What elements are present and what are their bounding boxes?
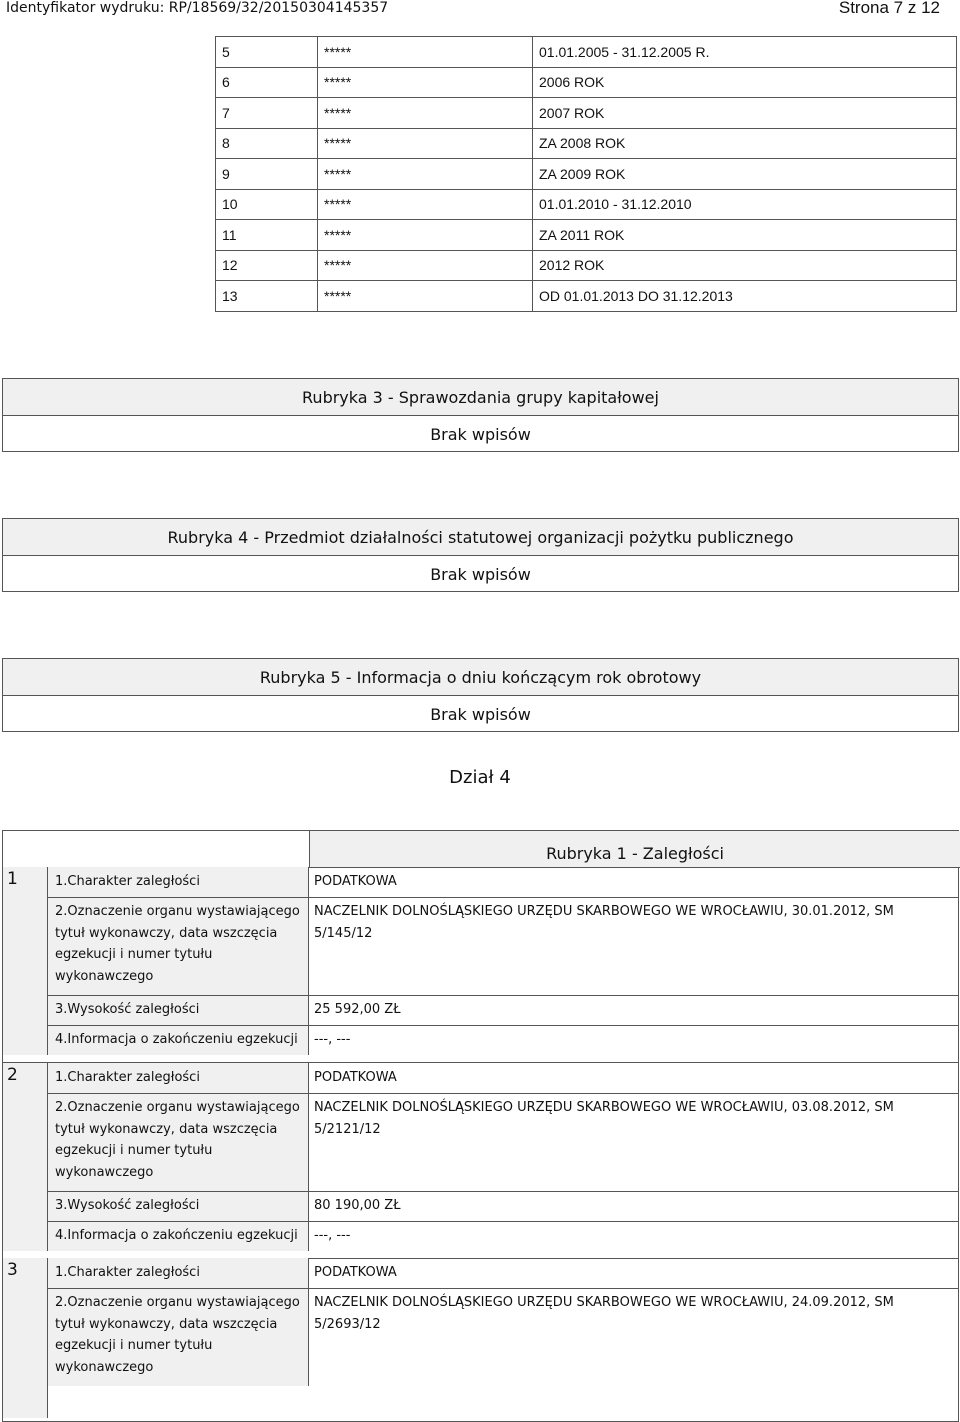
rubryka-5-title: Rubryka 5 - Informacja o dniu kończącym rok obrotowy: [3, 659, 958, 696]
field-label: 2.Oznaczenie organu wystawiającego tytuł wykonawczy, data wszczęcia egzekucji i numer tytułu wykonawczego: [48, 897, 309, 995]
cell-period: 01.01.2005 - 31.12.2005 R.: [533, 37, 957, 68]
entry-number-cell: [3, 1258, 48, 1418]
zaleglosc-entry: [3, 1063, 958, 1251]
row-divider: [48, 897, 958, 898]
entry-number: 2: [7, 1065, 18, 1085]
cell-mask: *****: [318, 189, 533, 220]
cell-mask: *****: [318, 159, 533, 190]
field-value-informacja: ---, ---: [314, 1228, 351, 1243]
field-value-organ: NACZELNIK DOLNOŚLĄSKIEGO URZĘDU SKARBOWEGO WE WROCŁAWIU, 24.09.2012, SM 5/2693/12: [314, 1295, 894, 1332]
table-row: [216, 281, 957, 312]
page-number: Strona 7 z 12: [838, 0, 940, 17]
field-label: 3.Wysokość zaległości: [48, 995, 309, 1025]
table-row: [216, 189, 957, 220]
cell-nr: 7: [216, 98, 318, 129]
cell-nr: 13: [216, 281, 318, 312]
field-value-organ: NACZELNIK DOLNOŚLĄSKIEGO URZĘDU SKARBOWEGO WE WROCŁAWIU, 03.08.2012, SM 5/2121/12: [314, 1100, 894, 1137]
field-value-wysokosc: 80 190,00 ZŁ: [314, 1198, 401, 1213]
cell-period: 2006 ROK: [533, 67, 957, 98]
entry-number-cell: [3, 867, 48, 1055]
cell-mask: *****: [318, 98, 533, 129]
cell-period: ZA 2011 ROK: [533, 220, 957, 251]
field-value-charakter: PODATKOWA: [314, 874, 397, 889]
cell-period: 2007 ROK: [533, 98, 957, 129]
field-label: 4.Informacja o zakończeniu egzekucji: [48, 1221, 309, 1251]
table-row: [216, 98, 957, 129]
table-row: [216, 250, 957, 281]
cell-period: 01.01.2010 - 31.12.2010: [533, 189, 957, 220]
entry-number: 1: [7, 869, 18, 889]
cell-mask: *****: [318, 128, 533, 159]
rubryka-4-box: [2, 518, 959, 592]
row-divider: [48, 1288, 958, 1289]
cell-nr: 9: [216, 159, 318, 190]
cell-period: 2012 ROK: [533, 250, 957, 281]
rubryka-5-box: [2, 658, 959, 732]
field-label: 2.Oznaczenie organu wystawiającego tytuł wykonawczy, data wszczęcia egzekucji i numer tytułu wykonawczego: [48, 1093, 309, 1191]
reports-table: [215, 36, 957, 312]
cell-mask: *****: [318, 37, 533, 68]
cell-nr: 8: [216, 128, 318, 159]
row-divider: [48, 995, 958, 996]
table-row: [216, 128, 957, 159]
cell-nr: 11: [216, 220, 318, 251]
field-label: 3.Wysokość zaległości: [48, 1191, 309, 1221]
cell-mask: *****: [318, 67, 533, 98]
rubryka-3-title: Rubryka 3 - Sprawozdania grupy kapitałowej: [3, 379, 958, 416]
table-row: [216, 220, 957, 251]
cell-nr: 10: [216, 189, 318, 220]
cell-period: ZA 2009 ROK: [533, 159, 957, 190]
cell-mask: *****: [318, 281, 533, 312]
row-divider: [48, 1025, 958, 1026]
rubryka-3-value: Brak wpisów: [430, 425, 531, 444]
entry-number: 3: [7, 1260, 18, 1280]
field-label: 1.Charakter zaległości: [48, 867, 309, 897]
table-row: [216, 37, 957, 68]
field-value-wysokosc: 25 592,00 ZŁ: [314, 1002, 401, 1017]
print-identifier: Identyfikator wydruku: RP/18569/32/20150304145357: [6, 0, 389, 16]
cell-period: OD 01.01.2013 DO 31.12.2013: [533, 281, 957, 312]
table-row: [216, 67, 957, 98]
row-divider: [48, 1191, 958, 1192]
page-header: [0, 0, 960, 24]
cell-nr: 6: [216, 67, 318, 98]
zaleglosc-entry: [3, 867, 958, 1055]
field-value-charakter: PODATKOWA: [314, 1070, 397, 1085]
row-divider: [48, 1093, 958, 1094]
field-value-informacja: ---, ---: [314, 1032, 351, 1047]
field-value-charakter: PODATKOWA: [314, 1265, 397, 1280]
rubryka-4-value: Brak wpisów: [430, 565, 531, 584]
zaleglosci-box: [2, 830, 959, 1422]
row-divider: [48, 1221, 958, 1222]
rubryka-5-value: Brak wpisów: [430, 705, 531, 724]
field-label: 2.Oznaczenie organu wystawiającego tytuł wykonawczy, data wszczęcia egzekucji i numer tytułu wykonawczego: [48, 1288, 309, 1386]
cell-mask: *****: [318, 220, 533, 251]
cell-mask: *****: [318, 250, 533, 281]
zaleglosci-title: Rubryka 1 - Zaległości: [309, 831, 960, 868]
field-label: 1.Charakter zaległości: [48, 1258, 309, 1288]
field-value-organ: NACZELNIK DOLNOŚLĄSKIEGO URZĘDU SKARBOWEGO WE WROCŁAWIU, 30.01.2012, SM 5/145/12: [314, 904, 894, 941]
cell-period: ZA 2008 ROK: [533, 128, 957, 159]
entry-number-cell: [3, 1063, 48, 1251]
cell-nr: 12: [216, 250, 318, 281]
cell-nr: 5: [216, 37, 318, 68]
rubryka-4-title: Rubryka 4 - Przedmiot działalności statutowej organizacji pożytku publicznego: [3, 519, 958, 556]
section-heading: Dział 4: [449, 767, 511, 788]
rubryka-3-box: [2, 378, 959, 452]
field-label: 4.Informacja o zakończeniu egzekucji: [48, 1025, 309, 1055]
field-label: 1.Charakter zaległości: [48, 1063, 309, 1093]
zaleglosc-entry: [3, 1258, 958, 1418]
table-row: [216, 159, 957, 190]
